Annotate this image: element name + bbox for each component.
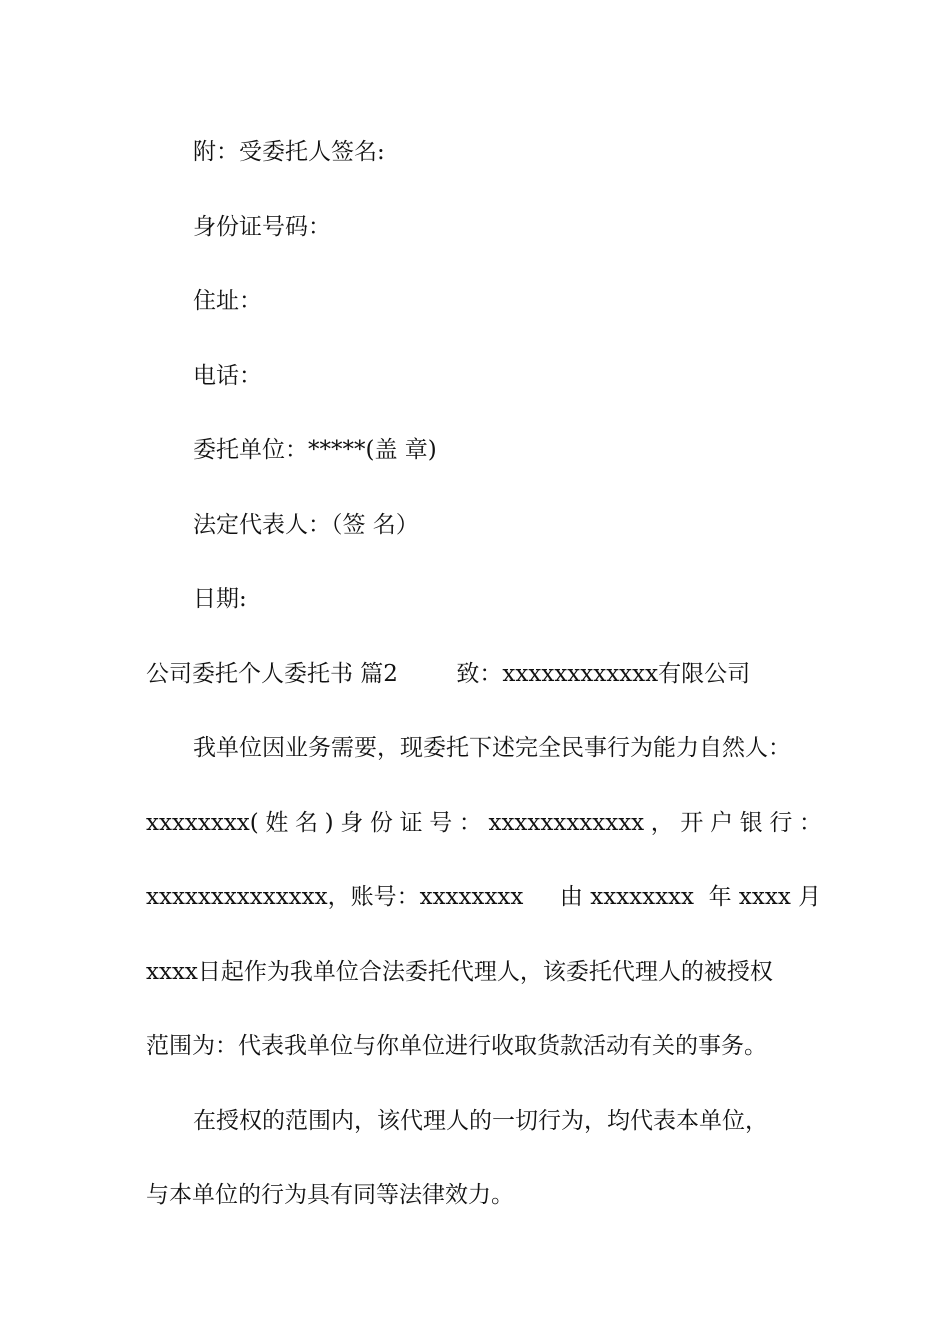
paragraph-line: 范围为：代表我单位与你单位进行收取货款活动有关的事务。 [146, 1033, 767, 1059]
paragraph-line: xxxxxxxxxxxxxx，账号：xxxxxxxx 由 xxxxxxxx 年 xxxx 月 [146, 884, 822, 910]
id-number-line: 身份证号码： [193, 214, 331, 240]
date-line: 日期: [193, 586, 247, 612]
paragraph-line: 在授权的范围内，该代理人的一切行为，均代表本单位， [193, 1108, 768, 1134]
legal-representative-line: 法定代表人：（签 名） [193, 512, 419, 538]
phone-line: 电话： [193, 363, 262, 389]
paragraph-line: xxxx日起作为我单位合法委托代理人，该委托代理人的被授权 [146, 959, 773, 985]
section-heading-line: 公司委托个人委托书 篇2 致：xxxxxxxxxxxx有限公司 [146, 661, 751, 687]
paragraph-line: 与本单位的行为具有同等法律效力。 [146, 1182, 514, 1208]
attachment-signature-line: 附：受委托人签名: [193, 139, 385, 165]
address-line: 住址： [193, 288, 262, 314]
paragraph-line: 我单位因业务需要，现委托下述完全民事行为能力自然人： [193, 735, 791, 761]
paragraph-line: xxxxxxxx(姓名)身份证号：xxxxxxxxxxxx，开户银行： [146, 810, 822, 836]
entrusting-unit-line: 委托单位：*****(盖 章) [193, 437, 437, 463]
